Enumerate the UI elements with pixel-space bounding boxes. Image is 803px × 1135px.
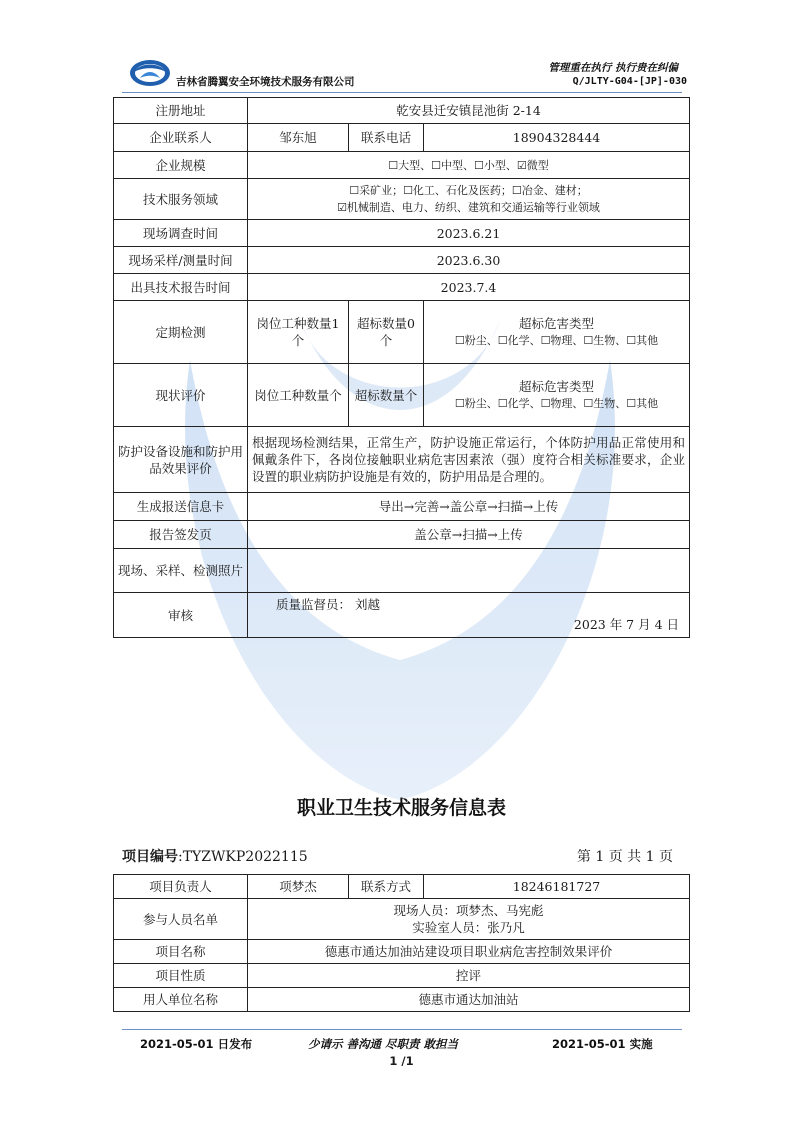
table-row — [114, 364, 690, 427]
implement-date: 2021-05-01 实施 — [552, 1037, 653, 1051]
periodic-label: 定期检测 — [114, 301, 248, 364]
table-row — [114, 274, 690, 301]
hazard-type-label: 超标危害类型 — [519, 379, 595, 394]
status-hazard — [424, 364, 690, 427]
field-line-1[interactable]: ☐采矿业；☐化工、石化及医药；☐冶金、建材； — [349, 184, 588, 197]
members-value — [248, 899, 690, 940]
enterprise-info-table — [113, 97, 690, 638]
scale-medium-checkbox[interactable]: ☐中型、 — [431, 159, 474, 172]
table-row — [114, 301, 690, 364]
periodic-hazard — [424, 301, 690, 364]
photo-label: 现场、采样、检测照片 — [114, 549, 248, 593]
review-date: 2023 年 7 月 4 日 — [573, 617, 680, 632]
phone-value: 18904328444 — [424, 124, 690, 152]
field-label: 技术服务领域 — [114, 179, 248, 220]
project-number-value: :TYZWKP2022115 — [178, 849, 308, 865]
members-line-2: 实验室人员：张乃凡 — [412, 920, 525, 935]
table-row — [114, 124, 690, 152]
contact-value: 邹东旭 — [248, 124, 349, 152]
leader-value: 项梦杰 — [248, 875, 349, 899]
company-logo — [128, 56, 172, 88]
review-label: 审核 — [114, 593, 248, 638]
sign-page-value: 盖公章→扫描→上传 — [248, 521, 690, 549]
footer-divider — [122, 1029, 682, 1030]
table-row — [114, 940, 690, 964]
protect-text: 根据现场检测结果，正常生产，防护设施正常运行，个体防护用品正常使用和佩戴条件下，各岗位接触职业病危害因素浓（强）度符合相关标准要求，企业设置的职业病防护设施是有效的，防护用品是合理的。 — [248, 427, 690, 493]
table-row — [114, 152, 690, 179]
review-cell — [248, 593, 690, 638]
info-card-label: 生成报送信息卡 — [114, 493, 248, 521]
contact-label: 企业联系人 — [114, 124, 248, 152]
scale-small-checkbox[interactable]: ☐小型、 — [474, 159, 517, 172]
survey-value: 2023.6.21 — [248, 220, 690, 247]
project-number — [122, 846, 308, 866]
document-code: Q/JLTY-G04-[JP]-030 — [572, 76, 687, 87]
sign-page-label: 报告签发页 — [114, 521, 248, 549]
field-options — [248, 179, 690, 220]
footer-motto: 少请示 善沟通 尽职责 敢担当 — [308, 1037, 459, 1051]
scale-label: 企业规模 — [114, 152, 248, 179]
company-name: 吉林省腾翼安全环境技术服务有限公司 — [176, 76, 355, 88]
project-name-value: 德惠市通达加油站建设项目职业病危害控制效果评价 — [248, 940, 690, 964]
contact-method-value: 18246181727 — [424, 875, 690, 899]
survey-label: 现场调查时间 — [114, 220, 248, 247]
scale-options — [248, 152, 690, 179]
table-row — [114, 964, 690, 988]
service-info-table — [113, 874, 690, 1012]
table-row — [114, 220, 690, 247]
photo-value — [248, 549, 690, 593]
sampling-value: 2023.6.30 — [248, 247, 690, 274]
table-row — [114, 427, 690, 493]
sampling-label: 现场采样/测量时间 — [114, 247, 248, 274]
periodic-posts: 岗位工种数量1个 — [248, 301, 349, 364]
contact-method-label: 联系方式 — [349, 875, 424, 899]
project-number-label: 项目编号 — [122, 849, 178, 865]
info-card-value: 导出→完善→盖公章→扫描→上传 — [248, 493, 690, 521]
publish-date: 2021-05-01 日发布 — [140, 1037, 253, 1051]
employer-label: 用人单位名称 — [114, 988, 248, 1012]
header-slogan: 管理重在执行 执行贵在纠偏 — [548, 62, 678, 74]
table-row — [114, 247, 690, 274]
page-number: 1 /1 — [389, 1054, 414, 1068]
hazard-type-label: 超标危害类型 — [519, 316, 595, 331]
field-line-2[interactable]: ☑机械制造、电力、纺织、建筑和交通运输等行业领域 — [337, 201, 600, 214]
project-nature-label: 项目性质 — [114, 964, 248, 988]
hazard-options[interactable]: ☐粉尘、☐化学、☐物理、☐生物、☐其他 — [454, 397, 659, 410]
phone-label: 联系电话 — [349, 124, 424, 152]
reg-addr-label: 注册地址 — [114, 98, 248, 124]
table-row — [114, 493, 690, 521]
project-name-label: 项目名称 — [114, 940, 248, 964]
project-nature-value: 控评 — [248, 964, 690, 988]
status-exceed: 超标数量个 — [349, 364, 424, 427]
section-title: 职业卫生技术服务信息表 — [296, 797, 506, 819]
table-row — [114, 875, 690, 899]
status-label: 现状评价 — [114, 364, 248, 427]
table-row — [114, 521, 690, 549]
members-line-1: 现场人员：项梦杰、马宪彪 — [393, 903, 544, 918]
scale-large-checkbox[interactable]: ☐大型、 — [388, 159, 432, 172]
table-row — [114, 899, 690, 940]
page-info: 第 1 页 共 1 页 — [576, 849, 673, 865]
table-row — [114, 179, 690, 220]
hazard-options[interactable]: ☐粉尘、☐化学、☐物理、☐生物、☐其他 — [454, 334, 659, 347]
protect-label: 防护设备设施和防护用品效果评价 — [114, 427, 248, 493]
leader-label: 项目负责人 — [114, 875, 248, 899]
table-row — [114, 549, 690, 593]
table-row — [114, 988, 690, 1012]
reviewer: 质量监督员： 刘越 — [276, 597, 380, 612]
table-row — [114, 593, 690, 638]
report-value: 2023.7.4 — [248, 274, 690, 301]
members-label: 参与人员名单 — [114, 899, 248, 940]
status-posts: 岗位工种数量个 — [248, 364, 349, 427]
report-label: 出具技术报告时间 — [114, 274, 248, 301]
table-row — [114, 98, 690, 124]
periodic-exceed: 超标数量0个 — [349, 301, 424, 364]
reg-addr-value: 乾安县迁安镇昆池街 2-14 — [248, 98, 690, 124]
scale-micro-checkbox[interactable]: ☑微型 — [516, 159, 549, 172]
employer-value: 德惠市通达加油站 — [248, 988, 690, 1012]
header-divider — [122, 92, 682, 93]
